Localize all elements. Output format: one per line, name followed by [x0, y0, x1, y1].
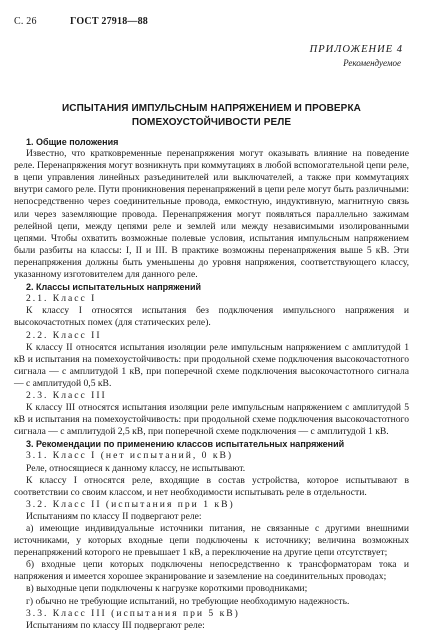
- subsection-heading: 2.2. Класс II: [26, 329, 102, 341]
- paragraph: К классу I относятся реле, входящие в состав устройства, которое испытывают в соответствии со своим классом, и нет необходимости испытывать реле в отдельности.: [14, 474, 409, 498]
- paragraph: Испытаниям по классу II подвергают реле:: [26, 510, 202, 522]
- document-title: [14, 102, 409, 130]
- subsection-heading: 2.1. Класс I: [26, 293, 97, 305]
- list-item: в) выходные цепи подключены к нагрузке короткими проводниками;: [26, 583, 308, 595]
- paragraph: К классу II относятся испытания изоляции реле импульсным напряжением с амплитудой 1 кВ и испытания на помехоустойчивость: при продольной схеме подключения высокочастотного сигнала — с амплитудой 1 кВ, при поперечной схеме подключения высокочастотного сигнала — с амплитудой 0,5 кВ.: [14, 341, 409, 389]
- subsection-heading: 3.1. Класс I (нет испытаний, 0 кВ): [26, 450, 234, 462]
- paragraph: К классу III относятся испытания изоляции реле импульсным напряжением с амплитудой 5 кВ и испытания на помехоустойчивость: при продольной схеме подключения высокочастотного сигнала — с амплитудой 2,5 кВ, при поперечной схеме подключения — с амплитудой 1 кВ.: [14, 402, 409, 438]
- list-item: б) входные цепи которых подключены непосредственно к трансформаторам тока и напряжения и имеется хорошее экранирование и заземление на соединительных проводах;: [14, 559, 409, 583]
- subsection-heading: 3.2. Класс II (испытания при 1 кВ): [26, 498, 235, 510]
- page-header: [14, 16, 409, 30]
- subsection-heading: 2.3. Класс III: [26, 389, 107, 401]
- title-line-2: ПОМЕХОУСТОЙЧИВОСТИ РЕЛЕ: [131, 117, 292, 128]
- paragraph: Реле, относящиеся к данному классу, не испытывают.: [26, 462, 246, 474]
- section-heading: 1. Общие положения: [26, 137, 119, 147]
- standard-designation: ГОСТ 27918—88: [70, 16, 149, 27]
- paragraph: Испытаниям по классу III подвергают реле:: [26, 619, 205, 631]
- document-body: [14, 136, 409, 632]
- paragraph: Известно, что кратковременные перенапряжения могут оказывать влияние на поведение реле. Перенапряжения могут возникнуть при коммутациях в любой вспомогательной цепи реле, в цепи управления линейных разъединителей или выключателей, а также при коммутациях внутри самого реле. Пути проникновения перенапряжений в цепи реле могут быть различными: непосредственно через соединительные провода, емкостную, индуктивную, магнитную связь или через заземляющие провода. Перенапряжения могут появляться параллельно зажимам релейной цепи, между цепями реле и землей или между независимыми изолированными цепями. Чтобы охватить возможные полевые условия, испытания импульсным напряжением были разбиты на классы: I, II и III. В практике возможны перенапряжения выше 5 кВ. Эти перенапряжения должны быть уменьшены до уровня напряжения, соответствующего классу, указанному изготовителем для данного реле.: [14, 148, 409, 281]
- list-item: а) имеющие индивидуальные источники питания, не связанные с другими внешними источниками, у которых входные цепи подключены к источнику; величина возможных перенапряжений которого не превышает 1 кВ, а переключение на другие цепи отсутствует;: [14, 523, 409, 559]
- section-heading: 2. Классы испытательных напряжений: [26, 282, 202, 293]
- page-number: С. 26: [14, 16, 37, 27]
- title-line-1: ИСПЫТАНИЯ ИМПУЛЬСНЫМ НАПРЯЖЕНИЕМ И ПРОВЕРКА: [62, 103, 361, 114]
- section-heading: 3. Рекомендации по применению классов испытательных напряжений: [26, 439, 345, 450]
- recommended-label: Рекомендуемое: [343, 58, 401, 68]
- list-item: г) обычно не требующие испытаний, но требующие необходимую надежность.: [26, 595, 350, 607]
- subsection-heading: 3.3. Класс III (испытания при 5 кВ): [26, 607, 240, 619]
- paragraph: К классу I относятся испытания без подключения импульсного напряжения и высокочастотных помех (для статических реле).: [14, 305, 409, 329]
- appendix-label: ПРИЛОЖЕНИЕ 4: [309, 44, 403, 55]
- document-page: [14, 16, 409, 632]
